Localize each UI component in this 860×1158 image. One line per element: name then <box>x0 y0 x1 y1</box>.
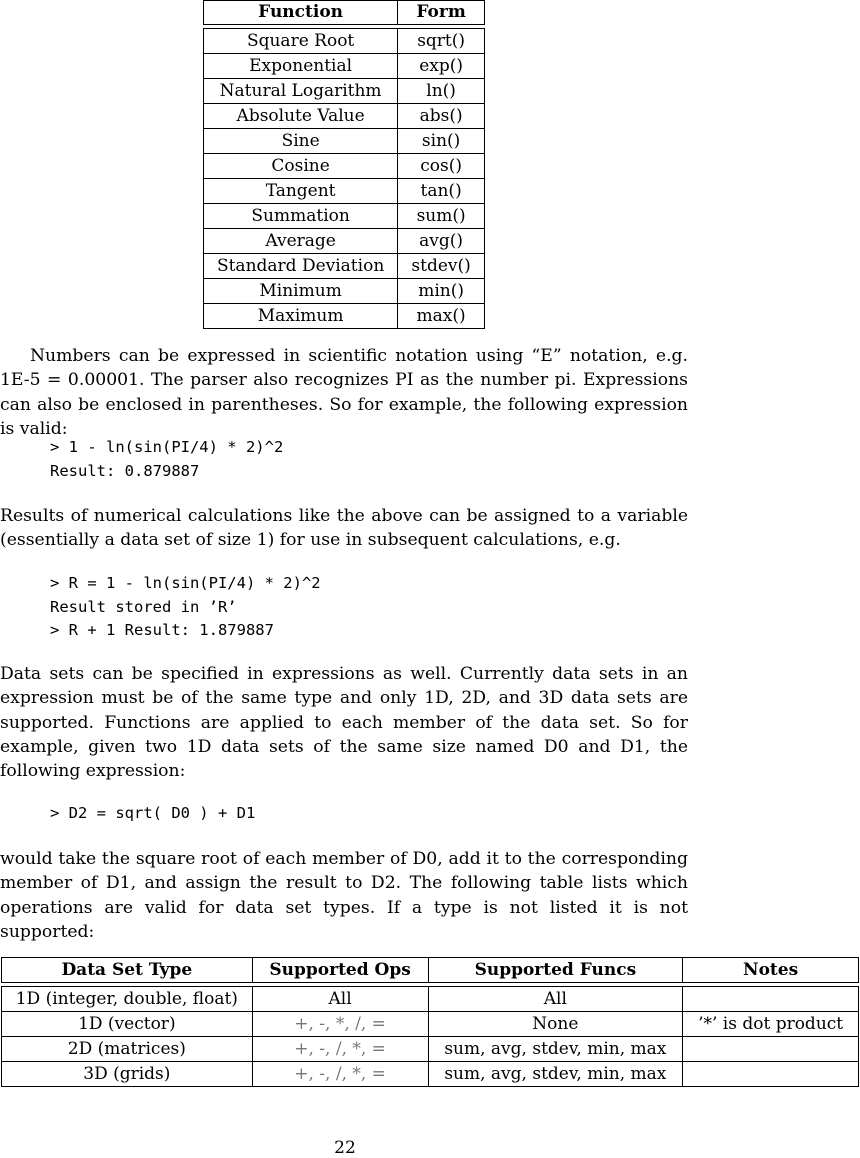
function-name: Standard Deviation <box>204 254 398 279</box>
function-form: sum() <box>398 204 485 229</box>
cell-ops: +, -, /, *, = <box>252 1062 428 1087</box>
function-table <box>203 0 485 329</box>
code-block-variable <box>50 572 321 643</box>
function-name: Average <box>204 229 398 254</box>
code-block-expression <box>50 436 283 483</box>
function-form: sqrt() <box>398 29 485 54</box>
paragraph-data-sets: Data sets can be specified in expressions as well. Currently data sets in an expression must be of the same type and only 1D, 2D, and 3D data sets are supported. Functions are applied to each member of the data set. So for example, given two 1D data sets of the same size named D0 and D1, the following expression: <box>0 664 688 782</box>
code-line: > R = 1 - ln(sin(PI/4) * 2)^2 <box>50 574 321 592</box>
function-form: cos() <box>398 154 485 179</box>
table-row <box>204 29 485 54</box>
dataset-type-table <box>1 957 859 1087</box>
function-form: min() <box>398 279 485 304</box>
table-row <box>204 229 485 254</box>
function-name: Minimum <box>204 279 398 304</box>
table-row <box>204 204 485 229</box>
cell-ops: +, -, *, /, = <box>252 1012 428 1037</box>
table-row <box>204 179 485 204</box>
header-data-set-type: Data Set Type <box>2 958 253 983</box>
cell-type: 1D (integer, double, float) <box>2 987 253 1012</box>
function-form: tan() <box>398 179 485 204</box>
function-name: Summation <box>204 204 398 229</box>
paragraph-scientific-notation: Numbers can be expressed in scientific notation using “E” notation, e.g. 1E-5 = 0.00001. The parser also recognizes PI as the number pi. Expressions can also be enclosed in parentheses. So for example, the following expression is valid: <box>0 346 688 439</box>
function-form: ln() <box>398 79 485 104</box>
cell-type: 3D (grids) <box>2 1062 253 1087</box>
cell-ops: +, -, /, *, = <box>252 1037 428 1062</box>
function-name: Cosine <box>204 154 398 179</box>
function-form: abs() <box>398 104 485 129</box>
header-form: Form <box>398 1 485 25</box>
page-number: 22 <box>334 1138 356 1158</box>
paragraph-variables: Results of numerical calculations like the above can be assigned to a variable (essentially a data set of size 1) for use in subsequent calculations, e.g. <box>0 506 688 551</box>
cell-type: 2D (matrices) <box>2 1037 253 1062</box>
code-line: > R + 1 Result: 1.879887 <box>50 621 274 639</box>
cell-notes <box>683 1037 859 1062</box>
function-form: max() <box>398 304 485 329</box>
cell-notes <box>683 1062 859 1087</box>
table-row <box>204 154 485 179</box>
function-form: exp() <box>398 54 485 79</box>
function-form: stdev() <box>398 254 485 279</box>
code-line: Result stored in ’R’ <box>50 597 237 616</box>
cell-type: 1D (vector) <box>2 1012 253 1037</box>
table-row <box>204 279 485 304</box>
function-name: Sine <box>204 129 398 154</box>
function-form: sin() <box>398 129 485 154</box>
cell-funcs: sum, avg, stdev, min, max <box>428 1062 683 1087</box>
cell-funcs: sum, avg, stdev, min, max <box>428 1037 683 1062</box>
table-row <box>2 1062 859 1087</box>
table-row <box>204 79 485 104</box>
code-line: Result: 0.879887 <box>50 461 200 480</box>
table-row <box>2 1037 859 1062</box>
table-row <box>204 304 485 329</box>
code-block-dataset <box>50 802 255 826</box>
dataset-table-header <box>2 958 859 983</box>
function-name: Absolute Value <box>204 104 398 129</box>
code-line: > D2 = sqrt( D0 ) + D1 <box>50 804 256 822</box>
function-name: Exponential <box>204 54 398 79</box>
header-function: Function <box>204 1 398 25</box>
cell-notes: ’*’ is dot product <box>683 1012 859 1037</box>
function-form: avg() <box>398 229 485 254</box>
table-row <box>204 254 485 279</box>
header-supported-ops: Supported Ops <box>252 958 428 983</box>
cell-ops: All <box>252 987 428 1012</box>
header-supported-funcs: Supported Funcs <box>428 958 683 983</box>
function-name: Maximum <box>204 304 398 329</box>
cell-funcs: None <box>428 1012 683 1037</box>
function-table-header <box>204 1 485 25</box>
paragraph-operations: would take the square root of each member of D0, add it to the corresponding member of D1, and assign the result to D2. The following table lists which operations are valid for data set types. If a type is not listed it is not supported: <box>0 849 688 942</box>
table-row <box>2 1012 859 1037</box>
function-name: Tangent <box>204 179 398 204</box>
function-name: Square Root <box>204 29 398 54</box>
header-notes: Notes <box>683 958 859 983</box>
table-row <box>2 987 859 1012</box>
table-row <box>204 54 485 79</box>
table-row <box>204 104 485 129</box>
code-line: > 1 - ln(sin(PI/4) * 2)^2 <box>50 438 284 456</box>
function-name: Natural Logarithm <box>204 79 398 104</box>
cell-notes <box>683 987 859 1012</box>
table-row <box>204 129 485 154</box>
cell-funcs: All <box>428 987 683 1012</box>
